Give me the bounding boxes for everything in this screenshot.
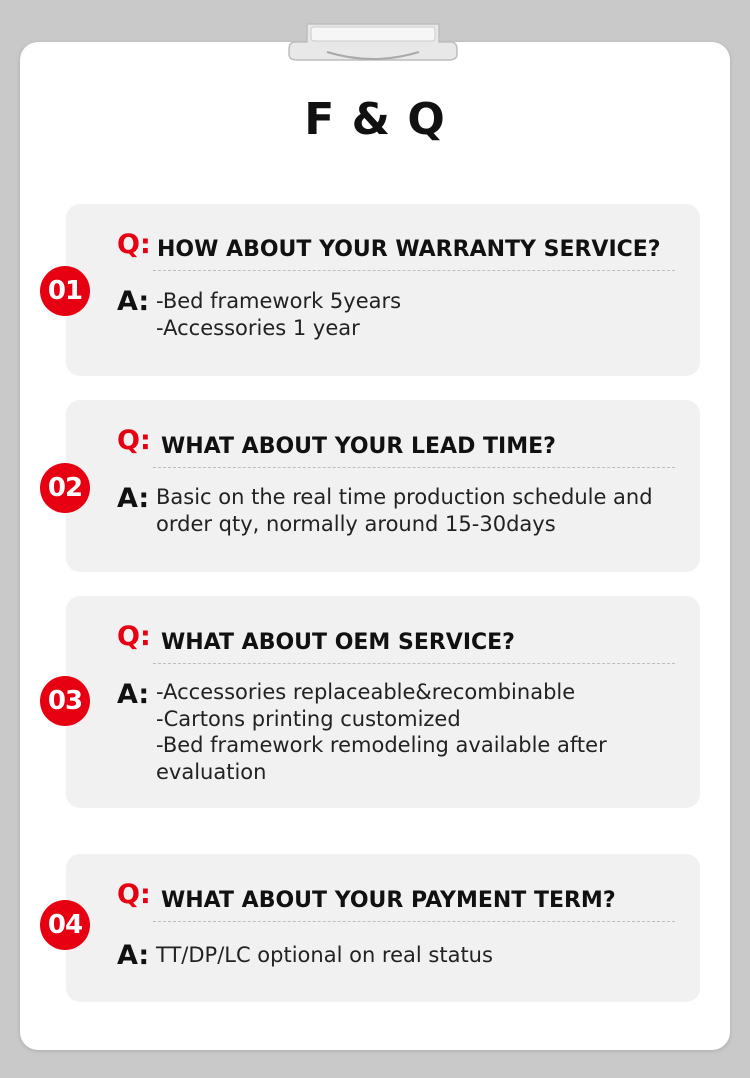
- answer-line: -Bed framework remodeling available after: [156, 733, 607, 757]
- dashed-divider: [153, 467, 675, 468]
- faq-question: WHAT ABOUT OEM SERVICE?: [161, 630, 515, 655]
- faq-card-4: [66, 854, 700, 1002]
- faq-number-badge: 02: [40, 463, 90, 513]
- answer-marker: A:: [117, 679, 150, 710]
- answer-line: order qty, normally around 15-30days: [156, 511, 556, 536]
- question-marker: Q:: [117, 229, 151, 260]
- question-marker: Q:: [117, 425, 151, 456]
- answer-marker: A:: [117, 286, 150, 317]
- answer-line: -Cartons printing customized: [156, 706, 461, 731]
- dashed-divider: [153, 663, 675, 664]
- answer-line: TT/DP/LC optional on real status: [156, 943, 493, 967]
- faq-answer: [156, 288, 676, 341]
- answer-marker: A:: [117, 940, 150, 971]
- question-marker: Q:: [117, 621, 151, 652]
- faq-answer: [156, 679, 676, 785]
- faq-number-badge: 03: [40, 676, 90, 726]
- clipboard-clip-icon: [287, 20, 459, 64]
- dashed-divider: [153, 921, 675, 922]
- answer-line: evaluation: [156, 759, 267, 784]
- answer-line: Basic on the real time production schedule and: [156, 485, 653, 509]
- answer-line: -Accessories 1 year: [156, 315, 360, 340]
- faq-question: HOW ABOUT YOUR WARRANTY SERVICE?: [157, 237, 661, 262]
- faq-number-badge: 01: [40, 266, 90, 316]
- answer-line: -Bed framework 5years: [156, 289, 402, 313]
- question-marker: Q:: [117, 879, 151, 910]
- faq-question: WHAT ABOUT YOUR LEAD TIME?: [161, 434, 556, 459]
- faq-answer: [156, 484, 676, 537]
- faq-answer: [156, 942, 676, 969]
- answer-line: -Accessories replaceable&recombinable: [156, 680, 576, 704]
- answer-marker: A:: [117, 483, 150, 514]
- dashed-divider: [153, 270, 675, 271]
- page-title: F & Q: [304, 94, 446, 145]
- faq-question: WHAT ABOUT YOUR PAYMENT TERM?: [161, 888, 616, 913]
- faq-number-badge: 04: [40, 900, 90, 950]
